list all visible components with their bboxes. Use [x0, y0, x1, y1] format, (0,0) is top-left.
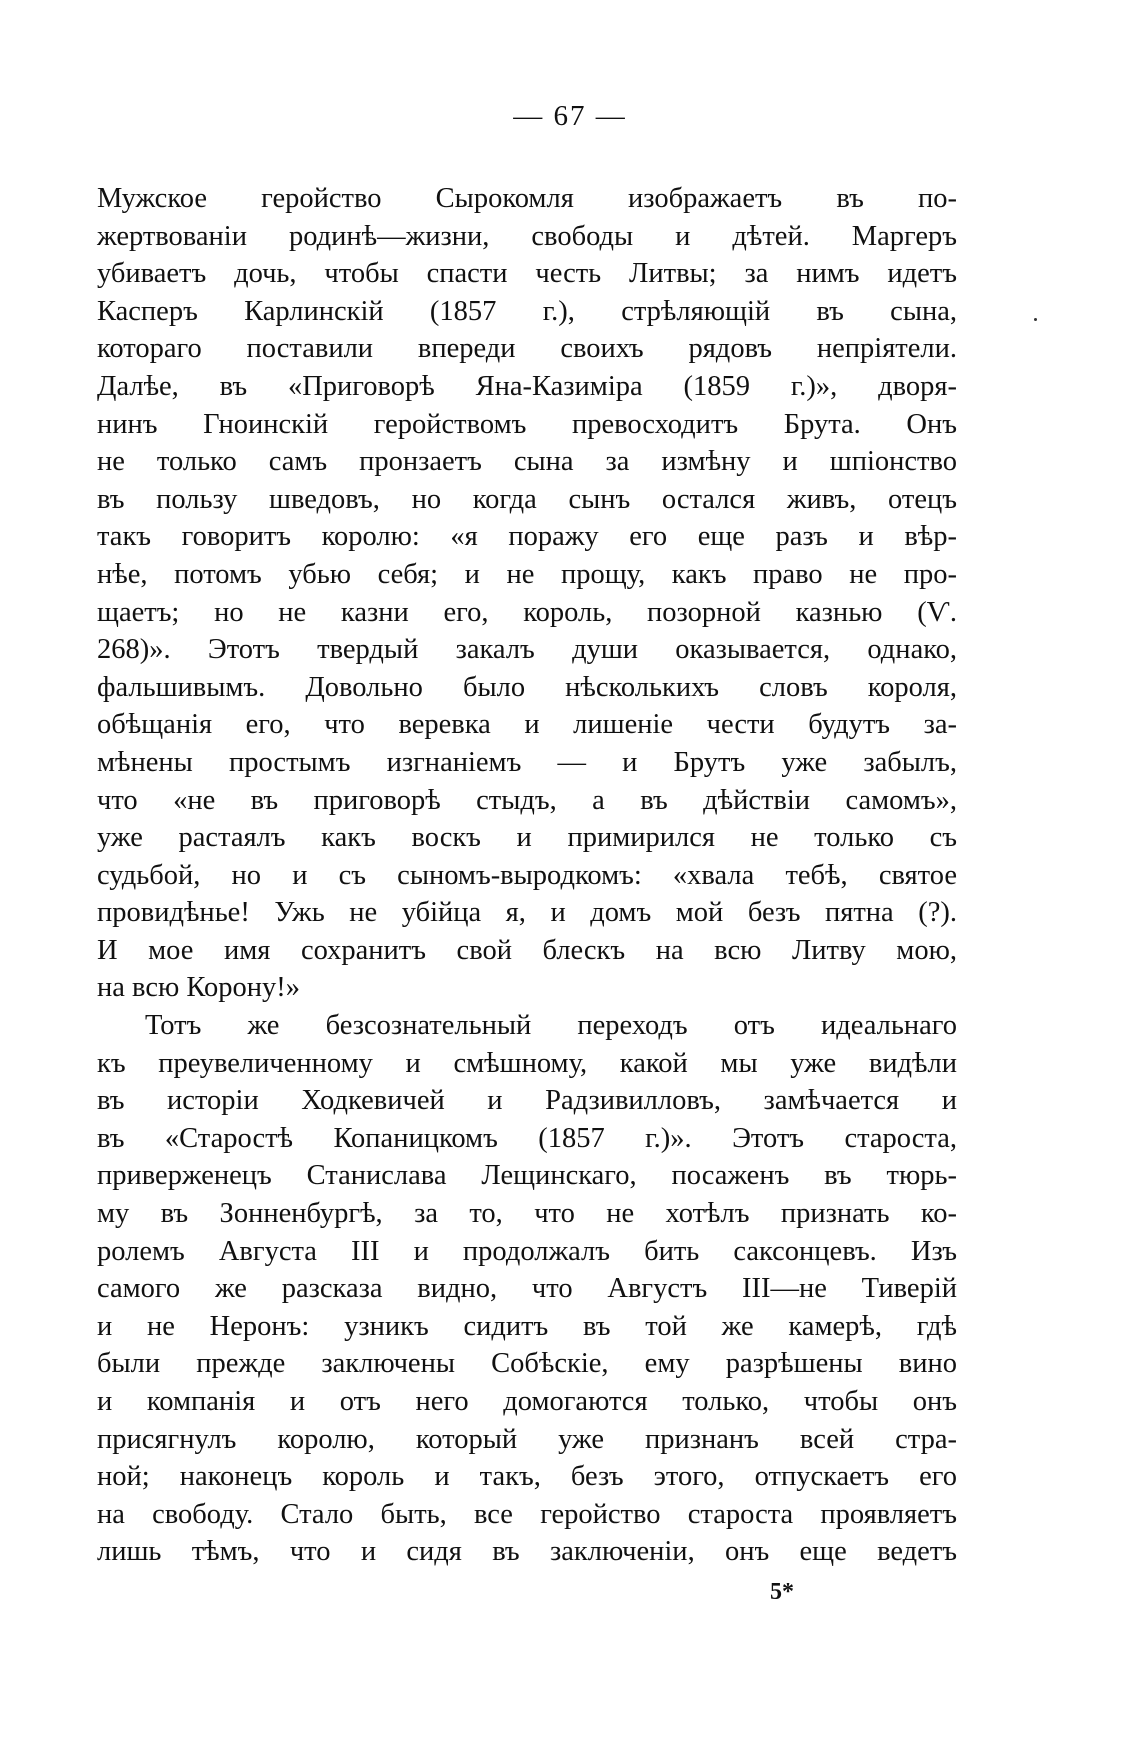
- text-line: 268)». Этотъ твердый закалъ души оказывается, однако,: [97, 634, 957, 666]
- text-line: нѣе, потомъ убью себя; и не прощу, какъ право не про-: [97, 558, 957, 590]
- text-line: Мужское геройство Сырокомля изображаетъ въ по-: [97, 183, 957, 214]
- text-line: такъ говоритъ королю: «я поражу его еще разъ и вѣр-: [97, 521, 957, 553]
- text-line: къ преувеличенному и смѣшному, какой мы уже видѣли: [97, 1047, 957, 1079]
- text-line: провидѣнье! Ужь не убійца я, и домъ мой безъ пятна (?).: [97, 897, 957, 929]
- text-line: котораго поставили впереди своихъ рядовъ непріятели.: [97, 333, 957, 365]
- text-line: не только самъ пронзаетъ сына за измѣну и шпіонство: [97, 446, 957, 478]
- text-line: въ пользу шведовъ, но когда сынъ остался живъ, отецъ: [97, 483, 957, 515]
- text-line: на всю Корону!»: [97, 972, 300, 1004]
- page-number: — 67 —: [513, 100, 627, 132]
- text-line: и компанія и отъ него домогаются только, чтобы онъ: [97, 1386, 957, 1417]
- text-line: судьбой, но и съ сыномъ-выродкомъ: «хвала тебѣ, святое: [97, 859, 957, 891]
- text-line: Касперъ Карлинскій (1857 г.), стрѣляющій въ сына,: [97, 295, 957, 327]
- text-line: лишь тѣмъ, что и сидя въ заключеніи, онъ еще ведетъ: [97, 1536, 957, 1568]
- text-line: И мое имя сохранитъ свой блескъ на всю Литву мою,: [97, 934, 957, 966]
- text-line: приверженецъ Станислава Лещинскаго, посаженъ въ тюрь-: [97, 1160, 957, 1192]
- text-line: ной; наконецъ король и такъ, безъ этого, отпускаетъ его: [97, 1461, 957, 1493]
- text-line: обѣщанія его, что веревка и лишеніе чести будутъ за-: [97, 709, 957, 741]
- text-line: щаетъ; но не казни его, король, позорной казнью (Ѵ.: [97, 596, 957, 628]
- text-line: на свободу. Стало быть, все геройство староста проявляетъ: [97, 1498, 957, 1530]
- text-line: и не Неронъ: узникъ сидитъ въ той же камерѣ, гдѣ: [97, 1310, 957, 1342]
- text-line: присягнулъ королю, который уже признанъ всей стра-: [97, 1423, 957, 1455]
- text-line: были прежде заключены Собѣскіе, ему разрѣшены вино: [97, 1348, 957, 1380]
- text-line: Далѣе, въ «Приговорѣ Яна-Казиміра (1859 г.)», дворя-: [97, 370, 957, 402]
- text-line: убиваетъ дочь, чтобы спасти честь Литвы; за нимъ идетъ: [97, 258, 957, 290]
- text-line: въ исторіи Ходкевичей и Радзивилловъ, замѣчается и: [97, 1085, 957, 1117]
- text-line: ролемъ Августа III и продолжалъ бить саксонцевъ. Изъ: [97, 1235, 957, 1267]
- text-line: что «не въ приговорѣ стыдъ, а въ дѣйствіи самомъ»,: [97, 784, 957, 816]
- text-line: жертвованіи родинѣ—жизни, свободы и дѣтей. Маргеръ: [97, 220, 957, 252]
- text-line: въ «Старостѣ Копаницкомъ (1857 г.)». Этотъ староста,: [97, 1122, 957, 1154]
- signature-mark: 5*: [770, 1579, 794, 1605]
- text-line: му въ Зонненбургѣ, за то, что не хотѣлъ признать ко-: [97, 1198, 957, 1230]
- text-line: мѣнены простымъ изгнаніемъ — и Брутъ уже забылъ,: [97, 746, 957, 778]
- text-line: самого же разсказа видно, что Августъ III—не Тиверій: [97, 1273, 957, 1305]
- text-line: нинъ Гноинскій геройствомъ превосходитъ Брута. Онъ: [97, 408, 957, 440]
- body-text: [97, 180, 957, 1571]
- text-line: фальшивымъ. Довольно было нѣсколькихъ словъ короля,: [97, 671, 957, 703]
- text-line: Тотъ же безсознательный переходъ отъ идеальнаго: [145, 1010, 957, 1042]
- text-line: уже растаялъ какъ воскъ и примирился не только съ: [97, 822, 957, 854]
- print-speck: [1034, 318, 1037, 321]
